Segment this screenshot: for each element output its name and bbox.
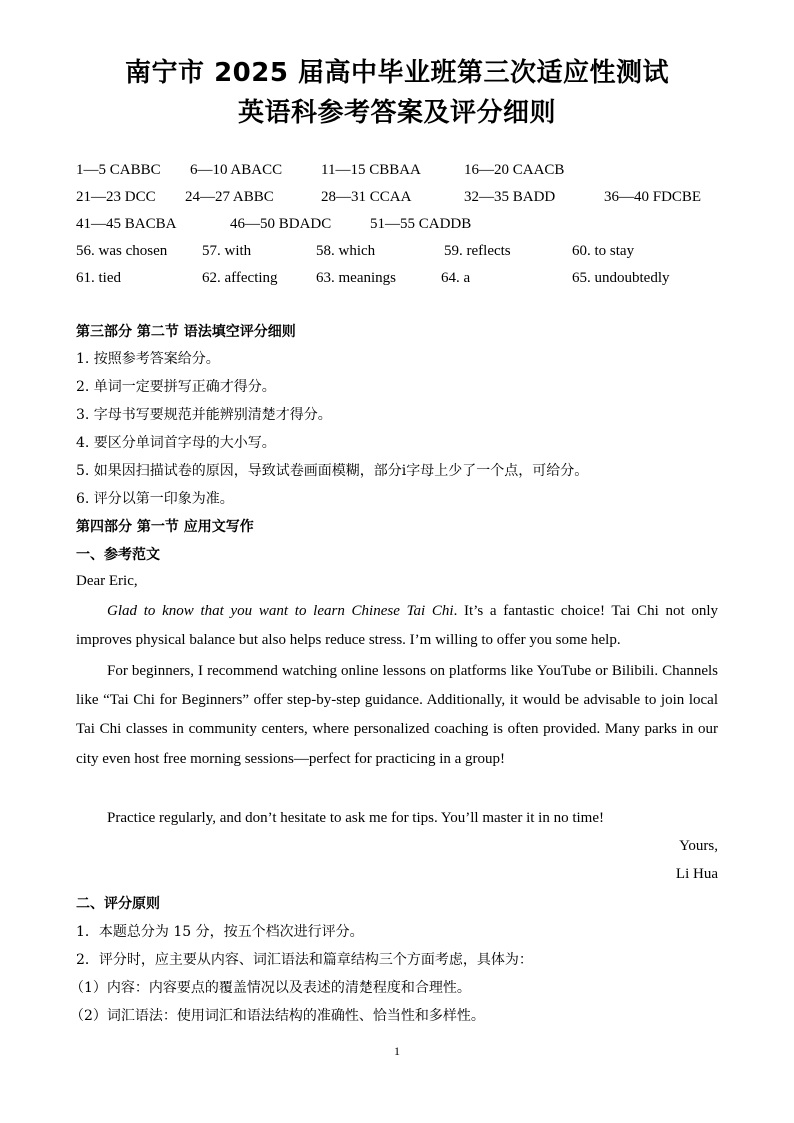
letter-closing: Yours, — [679, 838, 718, 854]
answer-item: 61. tied — [76, 270, 121, 286]
answer-group: 11—15 CBBAA — [321, 162, 421, 178]
answer-group: 16—20 CAACB — [464, 162, 565, 178]
answer-item: 58. which — [316, 243, 376, 259]
letter-paragraph-2: For beginners, I recommend watching online lessons on platforms like YouTube or Bilibili. Channels like “Tai Chi for Beginners” offer step-by-step guidance. Additionally, it would be advisable to join local Tai Chi classes in community centers, where personalized coaching is often provided. Many parks in our city even host free morning sessions—perfect for practicing in a group! — [76, 663, 718, 767]
answer-group: 21—23 DCC — [76, 189, 156, 205]
answer-group: 1—5 CABBC — [76, 162, 161, 178]
criteria-item: 1．本题总分为 15 分，按五个档次进行评分。 — [76, 924, 364, 940]
answer-item: 57. with — [202, 243, 252, 259]
grading-rule: 6. 评分以第一印象为准。 — [76, 491, 234, 507]
answer-group: 46—50 BDADC — [230, 216, 332, 232]
section4-heading: 第四部分 第一节 应用文写作 — [76, 519, 254, 535]
letter-signature: Li Hua — [675, 866, 718, 882]
criteria-item: （1）内容：内容要点的覆盖情况以及表述的清楚程度和合理性。 — [70, 980, 471, 996]
answer-group: 24—27 ABBC — [185, 189, 274, 205]
grading-rule: 2. 单词一定要拼写正确才得分。 — [76, 379, 276, 395]
answer-item: 59. reflects — [444, 243, 511, 259]
letter-paragraph-1 — [76, 597, 718, 655]
page-number: 1 — [394, 1044, 400, 1058]
grading-rule: 3. 字母书写要规范并能辨别清楚才得分。 — [76, 407, 332, 423]
answer-item: 65. undoubtedly — [572, 270, 670, 286]
answer-group: 32—35 BADD — [464, 189, 556, 205]
grading-rule: 1. 按照参考答案给分。 — [76, 351, 220, 367]
answer-group: 41—45 BACBA — [76, 216, 177, 232]
answer-group: 36—40 FDCBE — [604, 189, 702, 205]
answer-item: 60. to stay — [572, 243, 635, 259]
criteria-heading: 二、评分原则 — [76, 896, 160, 912]
answer-item: 62. affecting — [202, 270, 278, 286]
letter-paragraph-3: Practice regularly, and don’t hesitate to ask me for tips. You’ll master it in no time! — [107, 810, 604, 826]
answer-item: 63. meanings — [316, 270, 396, 286]
answer-group: 6—10 ABACC — [190, 162, 283, 178]
answer-group: 51—55 CADDB — [370, 216, 472, 232]
document-title-line2: 英语科参考答案及评分细则 — [237, 98, 556, 128]
letter-paragraph-1-rest: . It’s a fantastic choice! Tai Chi not only improves physical balance but also helps reduce stress. I’m willing to offer you some help. — [76, 603, 718, 649]
letter-greeting: Dear Eric, — [76, 573, 138, 589]
answer-item: 56. was chosen — [76, 243, 168, 259]
answer-group: 28—31 CCAA — [321, 189, 412, 205]
grading-rule: 5. 如果因扫描试卷的原因，导致试卷画面模糊，部分i字母上少了一个点，可给分。 — [76, 463, 589, 479]
answer-item: 64. a — [441, 270, 471, 286]
grading-rule: 4. 要区分单词首字母的大小写。 — [76, 435, 276, 451]
criteria-item: （2）词汇语法：使用词汇和语法结构的准确性、恰当性和多样性。 — [70, 1008, 485, 1024]
criteria-item: 2．评分时，应主要从内容、词汇语法和篇章结构三个方面考虑，具体为： — [76, 952, 533, 968]
sample-essay-heading: 一、参考范文 — [76, 547, 160, 563]
document-title-line1: 南宁市 2025 届高中毕业班第三次适应性测试 — [125, 58, 669, 88]
letter-paragraph-1-italic: Glad to know that you want to learn Chinese Tai Chi — [107, 603, 454, 619]
section3-heading: 第三部分 第二节 语法填空评分细则 — [76, 324, 296, 340]
